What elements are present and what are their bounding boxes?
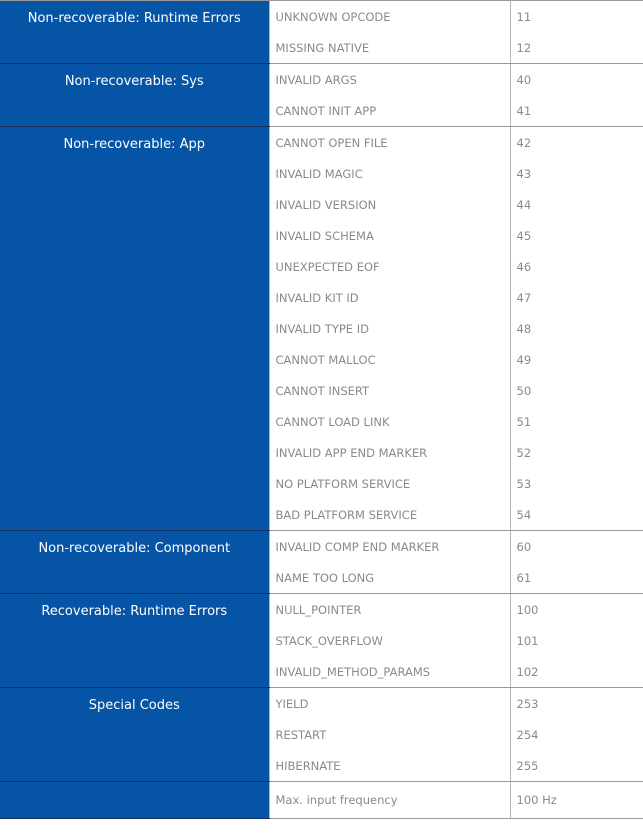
error-name-cell: INVALID VERSION (269, 189, 510, 220)
error-name-cell: NULL_POINTER (269, 594, 510, 626)
error-code-cell: 50 (510, 375, 643, 406)
table-row (0, 782, 643, 819)
error-code-cell: 53 (510, 468, 643, 499)
error-code-cell: 40 (510, 64, 643, 96)
error-name-cell: INVALID COMP END MARKER (269, 531, 510, 563)
category-cell: Special Codes (0, 688, 269, 782)
error-code-cell: 46 (510, 251, 643, 282)
category-cell: Non-recoverable: App (0, 127, 269, 531)
table-row (0, 64, 643, 96)
error-code-cell: 48 (510, 313, 643, 344)
error-name-cell: INVALID_METHOD_PARAMS (269, 656, 510, 688)
error-code-cell: 41 (510, 95, 643, 127)
table-row (0, 1, 643, 33)
error-code-cell: 42 (510, 127, 643, 159)
error-name-cell: YIELD (269, 688, 510, 720)
error-code-cell: 43 (510, 158, 643, 189)
error-name-cell: CANNOT MALLOC (269, 344, 510, 375)
error-name-cell: NAME TOO LONG (269, 562, 510, 594)
error-name-cell: RESTART (269, 719, 510, 750)
error-name-cell: CANNOT OPEN FILE (269, 127, 510, 159)
table-row (0, 127, 643, 159)
table-row (0, 531, 643, 563)
table-row (0, 688, 643, 720)
error-code-cell: 12 (510, 32, 643, 64)
error-code-cell: 60 (510, 531, 643, 563)
error-code-cell: 45 (510, 220, 643, 251)
error-code-cell: 254 (510, 719, 643, 750)
error-code-cell: 253 (510, 688, 643, 720)
error-code-cell: 100 (510, 594, 643, 626)
category-cell: Non-recoverable: Component (0, 531, 269, 594)
error-name-cell: BAD PLATFORM SERVICE (269, 499, 510, 531)
error-name-cell: UNKNOWN OPCODE (269, 1, 510, 33)
error-code-cell: 49 (510, 344, 643, 375)
error-name-cell: INVALID APP END MARKER (269, 437, 510, 468)
error-code-cell: 11 (510, 1, 643, 33)
error-code-cell: 51 (510, 406, 643, 437)
error-name-cell: CANNOT LOAD LINK (269, 406, 510, 437)
error-name-cell: INVALID TYPE ID (269, 313, 510, 344)
error-name-cell: INVALID KIT ID (269, 282, 510, 313)
error-code-cell: 44 (510, 189, 643, 220)
table-body (0, 1, 643, 819)
error-code-cell: 255 (510, 750, 643, 782)
error-code-cell: 100 Hz (510, 782, 643, 819)
error-code-cell: 52 (510, 437, 643, 468)
error-code-cell: 47 (510, 282, 643, 313)
category-cell (0, 782, 269, 819)
category-cell: Non-recoverable: Runtime Errors (0, 1, 269, 64)
error-name-cell: UNEXPECTED EOF (269, 251, 510, 282)
error-name-cell: NO PLATFORM SERVICE (269, 468, 510, 499)
category-cell: Recoverable: Runtime Errors (0, 594, 269, 688)
error-name-cell: CANNOT INIT APP (269, 95, 510, 127)
table-row (0, 594, 643, 626)
error-code-cell: 102 (510, 656, 643, 688)
error-name-cell: Max. input frequency (269, 782, 510, 819)
error-name-cell: INVALID SCHEMA (269, 220, 510, 251)
error-code-cell: 101 (510, 625, 643, 656)
error-code-cell: 61 (510, 562, 643, 594)
error-name-cell: INVALID ARGS (269, 64, 510, 96)
error-name-cell: CANNOT INSERT (269, 375, 510, 406)
error-name-cell: HIBERNATE (269, 750, 510, 782)
error-code-cell: 54 (510, 499, 643, 531)
error-name-cell: INVALID MAGIC (269, 158, 510, 189)
error-name-cell: STACK_OVERFLOW (269, 625, 510, 656)
category-cell: Non-recoverable: Sys (0, 64, 269, 127)
error-name-cell: MISSING NATIVE (269, 32, 510, 64)
